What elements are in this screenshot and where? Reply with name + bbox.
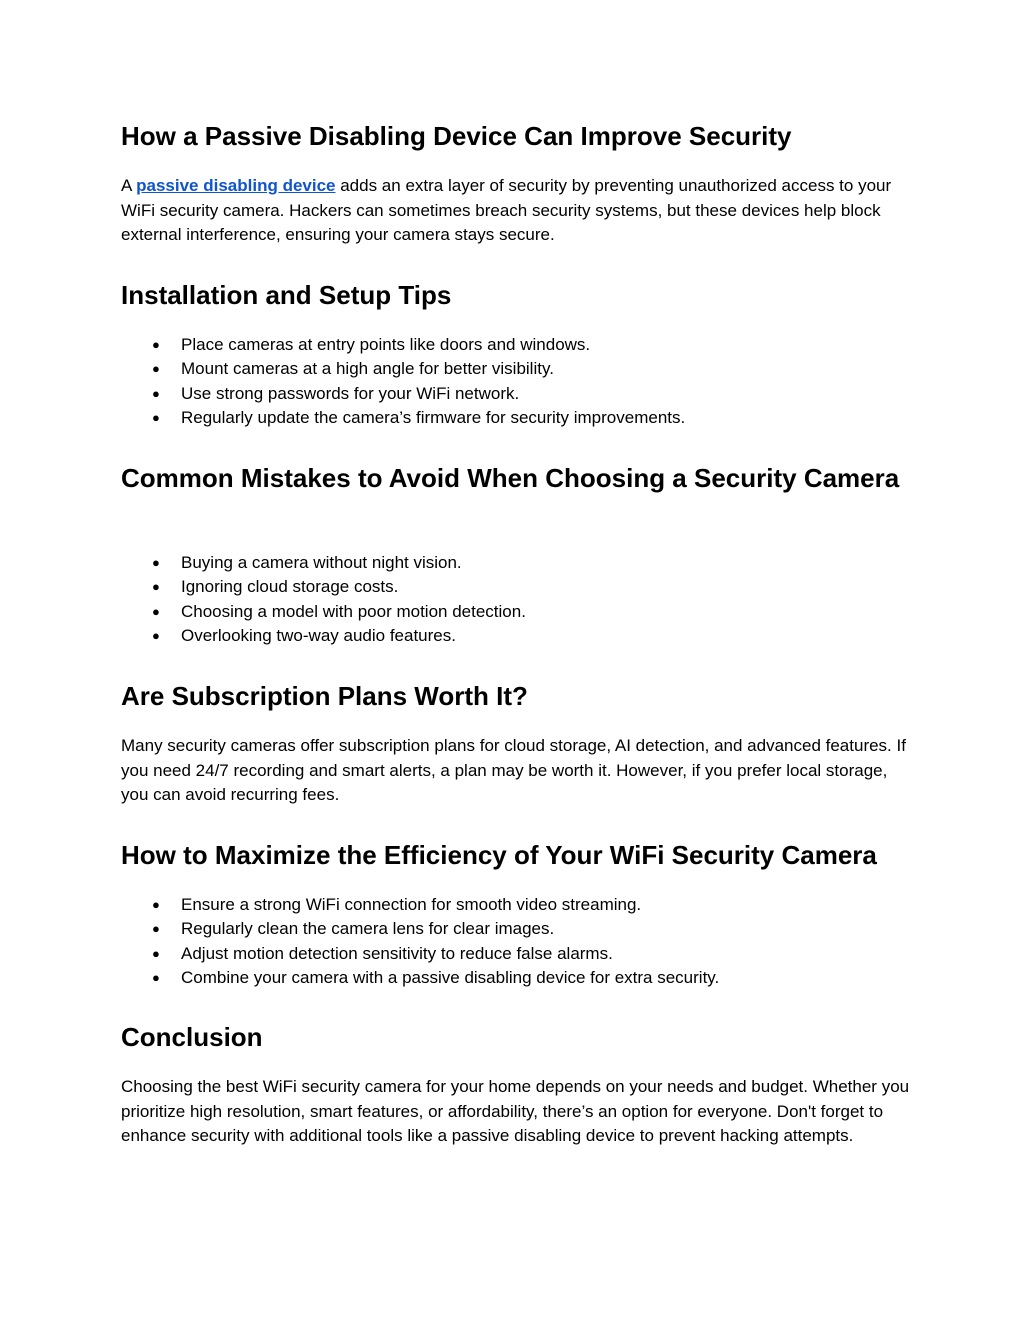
list-item-text: Regularly clean the camera lens for clear images. bbox=[181, 919, 555, 939]
section-heading-passive-device: How a Passive Disabling Device Can Improve Security bbox=[121, 121, 792, 151]
list-item-text: Use strong passwords for your WiFi network. bbox=[181, 383, 520, 403]
list-item bbox=[121, 966, 911, 990]
section-paragraph-subscription-plans: Many security cameras offer subscription plans for cloud storage, AI detection, and advanced features. If you need 24/7 recording and smart alerts, a plan may be worth it. However, if you prefer local storage, you can avoid recurring fees. bbox=[121, 736, 906, 804]
list-item-text: Adjust motion detection sensitivity to reduce false alarms. bbox=[181, 943, 613, 963]
common-mistakes-list bbox=[121, 551, 911, 648]
bullet-icon: ● bbox=[152, 385, 160, 401]
section-heading-installation: Installation and Setup Tips bbox=[121, 280, 452, 310]
list-item bbox=[121, 575, 911, 599]
list-item-text: Mount cameras at a high angle for better visibility. bbox=[181, 359, 554, 379]
list-item-text: Buying a camera without night vision. bbox=[181, 553, 462, 572]
section-paragraph-conclusion: Choosing the best WiFi security camera for your home depends on your needs and budget. Whether you prioritize high resolution, smart features, or affordability, there’s an option for everyone. Don't forget to enhance security with additional tools like a passive disabling device to prevent hacking attempts. bbox=[121, 1077, 910, 1145]
list-item-text: Choosing a model with poor motion detection. bbox=[181, 601, 526, 621]
passive-disabling-device-link[interactable]: passive disabling device bbox=[136, 176, 336, 195]
bullet-icon: ● bbox=[152, 603, 160, 619]
list-item-text: Combine your camera with a passive disabling device for extra security. bbox=[181, 967, 720, 987]
bullet-icon: ● bbox=[152, 409, 160, 425]
section-heading-common-mistakes: Common Mistakes to Avoid When Choosing a Security Camera bbox=[121, 463, 900, 493]
list-item-text: Ensure a strong WiFi connection for smooth video streaming. bbox=[181, 895, 642, 914]
list-item-text: Place cameras at entry points like doors and windows. bbox=[181, 335, 591, 354]
bullet-icon: ● bbox=[152, 969, 160, 985]
bullet-icon: ● bbox=[152, 945, 160, 961]
bullet-icon: ● bbox=[152, 361, 160, 377]
list-item-text: Regularly update the camera’s firmware for security improvements. bbox=[181, 407, 686, 427]
list-item bbox=[121, 357, 911, 381]
paragraph-suffix: adds an extra layer of security by preventing unauthorized access to your WiFi security camera. Hackers can sometimes breach security systems, but these devices help block external interference, ensuring your camera stays secure. bbox=[121, 176, 892, 244]
list-item-text: Ignoring cloud storage costs. bbox=[181, 577, 399, 597]
list-item bbox=[121, 600, 911, 624]
bullet-icon: ● bbox=[152, 627, 160, 643]
installation-tips-list bbox=[121, 333, 911, 430]
efficiency-tips-list bbox=[121, 893, 911, 990]
bullet-icon: ● bbox=[152, 337, 160, 352]
section-paragraph-passive-device bbox=[121, 174, 911, 248]
list-item bbox=[121, 551, 911, 575]
paragraph-prefix: A bbox=[121, 176, 137, 195]
section-heading-subscription-plans: Are Subscription Plans Worth It? bbox=[121, 681, 528, 711]
list-item bbox=[121, 893, 911, 917]
list-item bbox=[121, 624, 911, 648]
list-item-text: Overlooking two-way audio features. bbox=[181, 625, 456, 645]
list-item bbox=[121, 406, 911, 430]
list-item bbox=[121, 382, 911, 406]
bullet-icon: ● bbox=[152, 921, 160, 937]
list-item bbox=[121, 333, 911, 357]
bullet-icon: ● bbox=[152, 579, 160, 595]
bullet-icon: ● bbox=[152, 555, 160, 570]
list-item bbox=[121, 942, 911, 966]
section-heading-maximize-efficiency: How to Maximize the Efficiency of Your WiFi Security Camera bbox=[121, 840, 877, 870]
list-item bbox=[121, 917, 911, 941]
bullet-icon: ● bbox=[152, 897, 160, 912]
section-heading-conclusion: Conclusion bbox=[121, 1022, 263, 1052]
